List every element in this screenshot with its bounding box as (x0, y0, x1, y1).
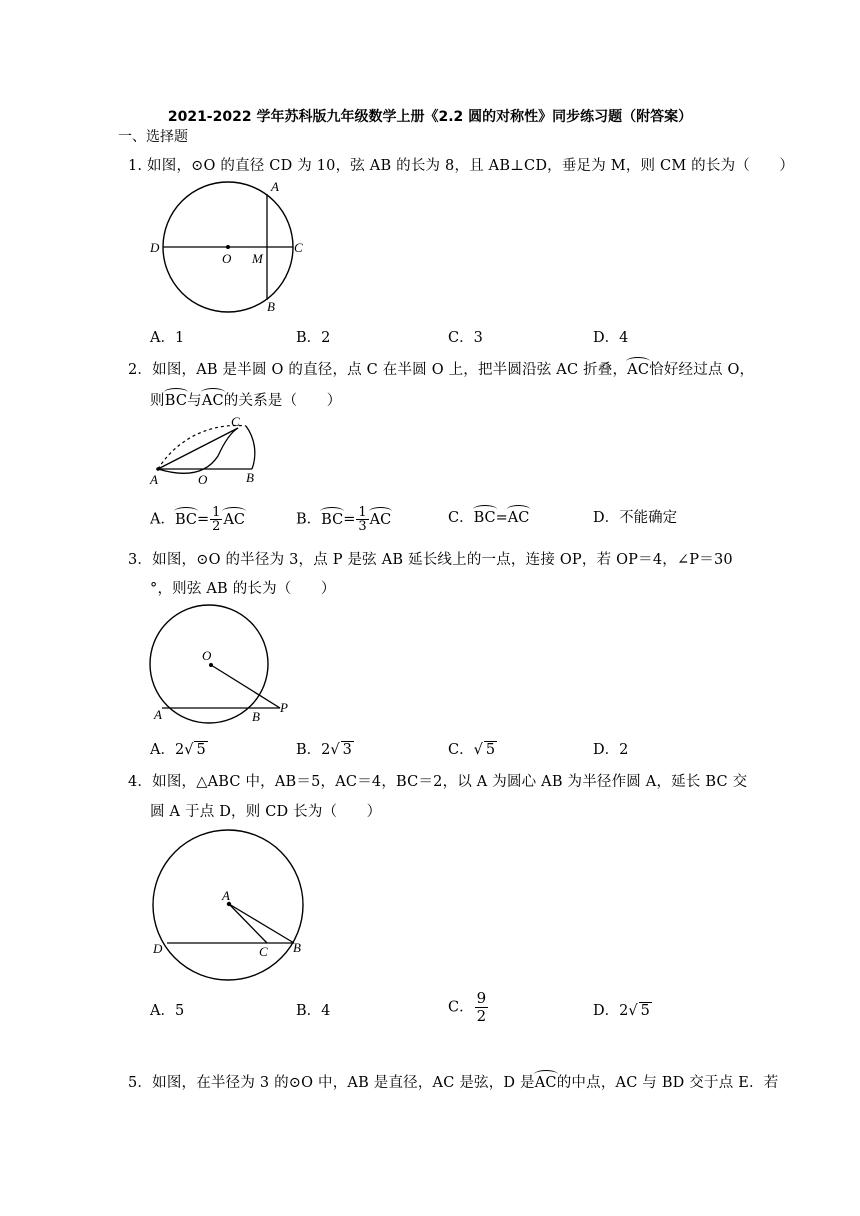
q1-label-c: C (294, 240, 303, 255)
sqrt-symbol: √ (184, 742, 194, 758)
q2-option-d[interactable]: D．不能确定 (593, 510, 678, 526)
q1-center-point (226, 245, 230, 249)
q1-label-d: D (150, 240, 160, 255)
q1-option-d[interactable]: D．4 (593, 330, 629, 346)
question-1-stem: 1. 如图，⊙O 的直径 CD 为 10，弦 AB 的长为 8，且 AB⊥CD，垂足为 M，则 CM 的长为（ ） (128, 158, 795, 174)
question-3-figure (140, 604, 300, 729)
q3-line-op (211, 665, 280, 708)
q1-option-b[interactable]: B．2 (296, 330, 331, 346)
q3-circle (150, 605, 268, 723)
sqrt-symbol: √ (473, 742, 483, 758)
question-5-stem: 5．如图，在半径为 3 的⊙O 中，AB 是直径，AC 是弦，D 是AC的中点，AC 与 BD 交于点 E．若 (128, 1075, 779, 1091)
q2-option-b[interactable]: B．BC= $\frac{1}{3}$ AC (296, 505, 392, 534)
q4-label-c: C (259, 944, 268, 959)
question-2-figure (146, 412, 276, 492)
q1-label-m: M (252, 251, 263, 266)
q2-label-c: C (231, 414, 240, 429)
question-4-stem-line1: 4．如图，△ABC 中，AB＝5，AC＝4，BC＝2，以 A 为圆心 AB 为半径作圆 A，延长 BC 交 (128, 774, 748, 790)
q3-label-p: P (280, 700, 288, 715)
q2-option-a[interactable]: A．BC= $\frac{1}{2}$ AC (150, 505, 246, 534)
q1-option-a[interactable]: A．1 (150, 330, 185, 346)
q4-option-c[interactable]: C． $\frac{9}{2}$ (448, 989, 487, 1025)
q3-option-d[interactable]: D．2 (593, 742, 629, 758)
sqrt-symbol: √ (330, 742, 340, 758)
q4-label-d: D (153, 941, 163, 956)
q4-label-b: B (293, 940, 301, 955)
page-title: 2021-2022 学年苏科版九年级数学上册《2.2 圆的对称性》同步练习题（附答案） (167, 109, 693, 125)
q1-label-o: O (222, 251, 232, 266)
q4-option-d[interactable]: D．2√ 5 (593, 1003, 650, 1019)
question-4-stem-line2: 圆 A 于点 D，则 CD 长为（ ） (150, 804, 382, 820)
question-2-stem-line1: 2．如图，AB 是半圆 O 的直径，点 C 在半圆 O 上，把半圆沿弦 AC 折叠，AC恰好经过点 O， (128, 362, 755, 378)
q3-option-a[interactable]: A．2√ 5 (150, 742, 206, 758)
question-1-figure (140, 180, 320, 320)
q2-option-c[interactable]: C．BC=AC (448, 510, 530, 526)
q3-label-b: B (252, 709, 260, 724)
q1-label-a: A (271, 179, 279, 194)
q4-option-b[interactable]: B．4 (296, 1003, 331, 1019)
question-3-stem-line1: 3．如图，⊙O 的半径为 3，点 P 是弦 AB 延长线上的一点，连接 OP，若 OP＝4，∠P＝30 (128, 552, 733, 568)
question-3-stem-line2: °，则弦 AB 的长为（ ） (150, 581, 336, 597)
q2-label-o: O (198, 472, 208, 487)
q1-label-b: B (267, 299, 275, 314)
q2-label-b: B (246, 470, 254, 485)
q4-label-a: A (222, 888, 230, 903)
section-heading: 一、选择题 (118, 129, 188, 145)
q2-chord-ac (158, 428, 238, 469)
q2-semicircle-arc (246, 426, 255, 469)
q3-option-c[interactable]: C．√ 5 (448, 742, 496, 758)
q3-option-b[interactable]: B．2√ 3 (296, 742, 352, 758)
q4-option-a[interactable]: A．5 (150, 1003, 185, 1019)
sqrt-symbol: √ (628, 1003, 638, 1019)
q1-option-c[interactable]: C．3 (448, 330, 483, 346)
q3-label-o: O (202, 648, 212, 663)
q2-label-a: A (150, 472, 158, 487)
q3-label-a: A (154, 707, 162, 722)
question-4-figure (145, 828, 315, 988)
question-2-stem-line2: 则BC与AC的关系是（ ） (150, 393, 342, 409)
